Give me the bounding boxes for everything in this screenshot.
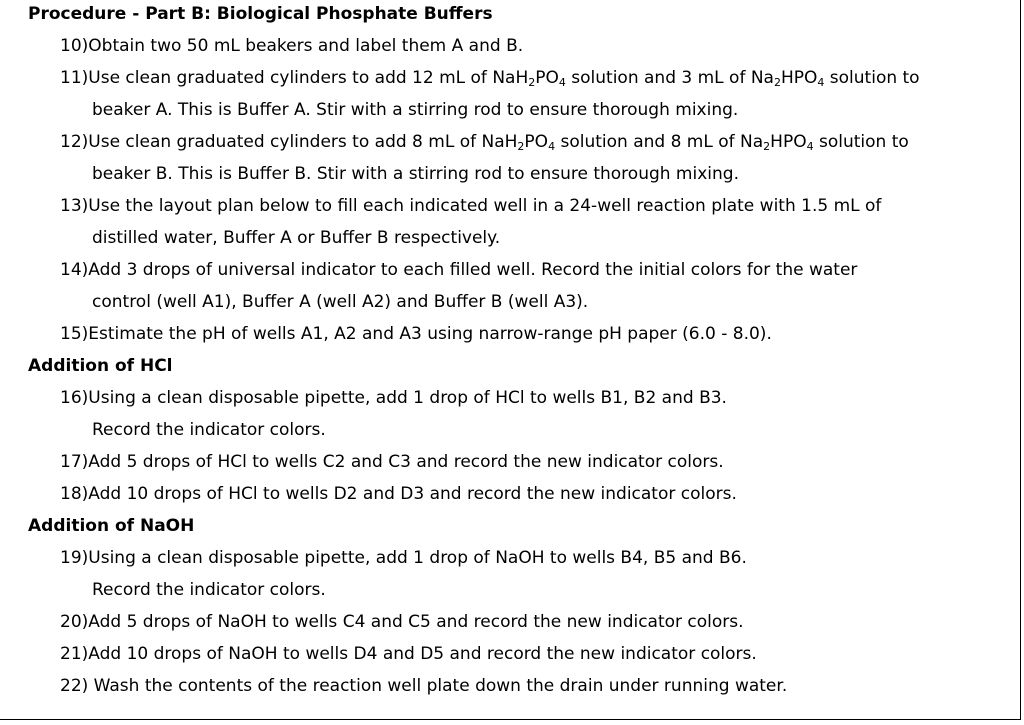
step-11-continued: beaker A. This is Buffer A. Stir with a stirring rod to ensure thorough mixing. [92, 100, 739, 120]
step-17 [60, 452, 724, 472]
step-text: Wash the contents of the reaction well plate down the drain under running water. [88, 676, 788, 696]
subscript: 2 [763, 140, 771, 153]
step-10 [60, 36, 523, 56]
step-text: Using a clean disposable pipette, add 1 drop of NaOH to wells B4, B5 and B6. [88, 548, 747, 568]
step-number: 19) [60, 548, 89, 568]
subscript: 4 [806, 140, 814, 153]
step-number: 22) [60, 676, 89, 696]
step-14-continued: control (well A1), Buffer A (well A2) and Buffer B (well A3). [92, 292, 589, 312]
step-text: Use clean graduated cylinders to add 12 mL of NaH [88, 68, 529, 88]
step-number: 14) [60, 260, 89, 280]
step-number: 16) [60, 388, 89, 408]
step-text: Obtain two 50 mL beakers and label them A and B. [88, 36, 524, 56]
step-11 [60, 68, 920, 93]
step-number: 12) [60, 132, 89, 152]
step-text: PO [524, 132, 549, 152]
step-18 [60, 484, 737, 504]
step-text: solution and 8 mL of Na [555, 132, 764, 152]
subscript: 4 [548, 140, 556, 153]
subscript: 2 [528, 76, 536, 89]
step-number: 10) [60, 36, 89, 56]
step-12-continued: beaker B. This is Buffer B. Stir with a stirring rod to ensure thorough mixing. [92, 164, 739, 184]
step-number: 17) [60, 452, 89, 472]
step-16-continued: Record the indicator colors. [92, 420, 326, 440]
step-13 [60, 196, 881, 216]
subscript: 2 [517, 140, 525, 153]
step-text: HPO [780, 68, 818, 88]
subscript: 2 [773, 76, 781, 89]
step-text: Estimate the pH of wells A1, A2 and A3 using narrow-range pH paper (6.0 - 8.0). [88, 324, 772, 344]
step-text: solution to [824, 68, 920, 88]
step-number: 11) [60, 68, 89, 88]
step-text: solution and 3 mL of Na [565, 68, 774, 88]
step-19 [60, 548, 747, 568]
step-text: PO [535, 68, 559, 88]
heading-part-b: Procedure - Part B: Biological Phosphate Buffers [28, 4, 493, 24]
step-21 [60, 644, 757, 664]
step-14 [60, 260, 857, 280]
step-text: Add 5 drops of NaOH to wells C4 and C5 and record the new indicator colors. [88, 612, 744, 632]
step-16 [60, 388, 727, 408]
step-text: Add 10 drops of HCl to wells D2 and D3 and record the new indicator colors. [88, 484, 737, 504]
heading-hcl: Addition of HCl [28, 356, 173, 376]
subscript: 4 [817, 76, 825, 89]
step-text: HPO [770, 132, 807, 152]
step-number: 15) [60, 324, 89, 344]
step-number: 20) [60, 612, 89, 632]
step-12 [60, 132, 909, 157]
step-text: Add 5 drops of HCl to wells C2 and C3 and record the new indicator colors. [88, 452, 724, 472]
step-text: Add 10 drops of NaOH to wells D4 and D5 and record the new indicator colors. [88, 644, 757, 664]
step-19-continued: Record the indicator colors. [92, 580, 326, 600]
step-13-continued: distilled water, Buffer A or Buffer B respectively. [92, 228, 501, 248]
step-number: 13) [60, 196, 89, 216]
step-text: solution to [813, 132, 909, 152]
step-number: 21) [60, 644, 89, 664]
heading-naoh: Addition of NaOH [28, 516, 195, 536]
step-number: 18) [60, 484, 89, 504]
step-text: Add 3 drops of universal indicator to each filled well. Record the initial colors for the water [88, 260, 858, 280]
step-text: Using a clean disposable pipette, add 1 drop of HCl to wells B1, B2 and B3. [88, 388, 727, 408]
step-text: Use the layout plan below to fill each indicated well in a 24-well reaction plate with 1.5 mL of [88, 196, 882, 216]
subscript: 4 [558, 76, 566, 89]
step-20 [60, 612, 744, 632]
step-text: Use clean graduated cylinders to add 8 mL of NaH [88, 132, 518, 152]
step-22 [60, 676, 787, 696]
step-15 [60, 324, 772, 344]
